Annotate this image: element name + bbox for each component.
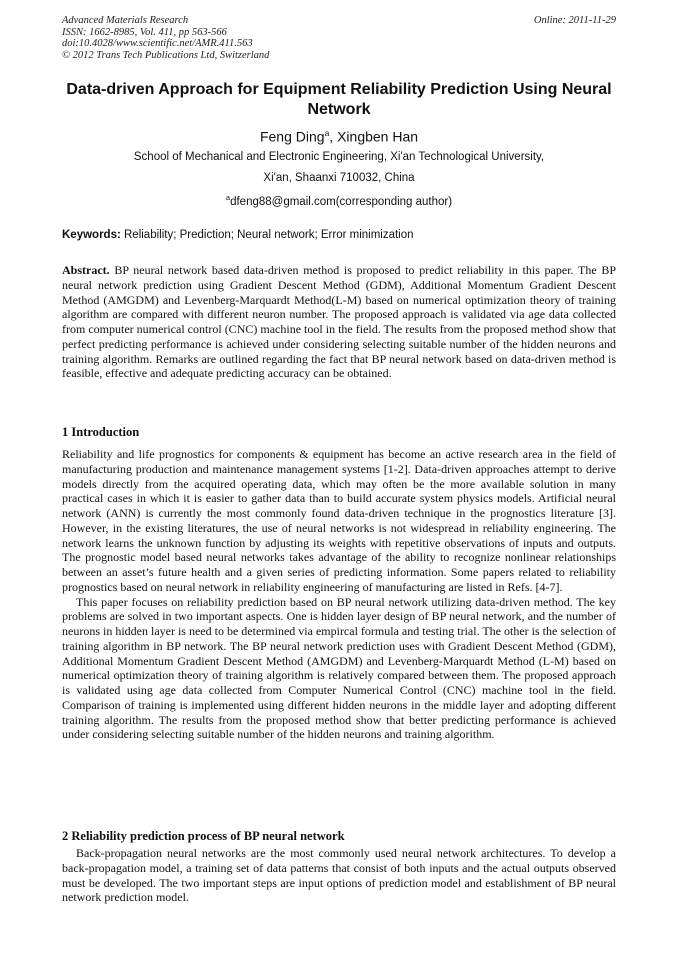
keywords-text: Reliability; Prediction; Neural network; Error minimization xyxy=(124,229,414,241)
keywords-label: Keywords: xyxy=(62,229,121,241)
section-1-heading: 1 Introduction xyxy=(62,425,140,439)
section-1-body xyxy=(62,447,616,742)
journal-header xyxy=(62,15,616,61)
email-line xyxy=(0,191,678,209)
online-date: Online: 2011-11-29 xyxy=(533,15,616,26)
abstract-label: Abstract. xyxy=(62,263,110,277)
email-address: dfeng88@gmail.com(corresponding author) xyxy=(230,195,453,208)
author-1-superscript: a xyxy=(324,128,330,138)
section-1-paragraph-1: Reliability and life prognostics for components & equipment has become an active research area in the field of manufacturing production and maintenance management systems [1-2]. Data-driven approaches attempt to derive models directly from the acquired operating data, which may often be the more available solution in many practical cases in which it is easier to gather data than to build accurate system physics models. Artificial neural network (ANN) is currently the most commonly found data-driven technique in the prognostics literature [3]. However, in the existing literatures, the use of neural networks is not widespread in reliability engineering. The network learns the unknown function by adjusting its weights with repetitive observations of inputs and outputs. The prognostic model based neural networks takes advantage of the ability to recognize nonlinear relationships between an asset’s future health and a given series of predicting information. Some papers related to reliability prognostics based on neural network in reliability engineering of manufacturing are listed in Refs. [4-7]. xyxy=(62,447,616,594)
abstract-text: BP neural network based data-driven method is proposed to predict reliability in this paper. The BP neural network prediction using Gradient Descent Method (GDM), Additional Momentum Gradient Descent Method (AMGDM) and Levenberg-Marquardt Method(L-M) based on numerical optimization theory of training algorithm are compared with different neuron number. The proposed approach is validated via age data collected from computer numerical control (CNC) machine tool in the field. The results from the proposed method show that perfect predicting performance is achieved under considering selecting suitable number of the hidden neurons and training algorithm. Remarks are outlined regarding the fact that BP neural network based on data-driven method is feasible, effective and adequate predicting accuracy can be obtained. xyxy=(62,263,617,381)
author-2: Xingben Han xyxy=(337,128,419,145)
doi-line: doi:10.4028/www.scientific.net/AMR.411.563 xyxy=(62,38,253,49)
section-2-paragraph-1: Back-propagation neural networks are the most commonly used neural network architectures. To develop a back-propagation model, a training set of data patterns that consist of both inputs and the actual outputs observed must be developed. The two important steps are input options of prediction model and establishment of BP neural network prediction model. xyxy=(62,846,616,905)
issn-line: ISSN: 1662-8985, Vol. 411, pp 563-566 xyxy=(62,26,227,38)
affiliation-line-2: Xi'an, Shaanxi 710032, China xyxy=(263,172,415,184)
abstract xyxy=(62,263,616,381)
copyright-line: © 2012 Trans Tech Publications Ltd, Switzerland xyxy=(62,49,270,61)
section-1-paragraph-2: This paper focuses on reliability prediction based on BP neural network utilizing data-driven method. The key problems are solved in two important aspects. One is hidden layer design of BP neural network, and the number of neurons in hidden layer is need to be determined via empircal formula and testing trial. The other is the selection of training algorithm in BP network. The BP neural network prediction uses with Gradient Descent Method (GDM), Additional Momentum Gradient Descent Method (AMGDM) and Levenberg-Marquardt Method (L-M) based on numerical optimization theory of training algorithm is relatively compared between them. The proposed approach is validated using age data collected from Computer Numerical Control (CNC) machine tool in the field. Comparison of training is implemented using different hidden neurons in the middle layer and adopting different training algorithm. The results from the proposed method show that better predicting performance is achieved under considering selecting suitable number of the hidden neurons and training algorithm. xyxy=(62,594,616,742)
author-separator: , xyxy=(329,128,338,145)
section-2-heading: 2 Reliability prediction process of BP neural network xyxy=(62,829,345,843)
author-line xyxy=(0,124,678,146)
author-1: Feng Ding xyxy=(259,128,325,145)
paper-title: Data-driven Approach for Equipment Reliability Prediction Using Neural Network xyxy=(66,81,612,118)
email-superscript: a xyxy=(225,193,231,202)
keywords xyxy=(62,228,616,242)
journal-name: Advanced Materials Research xyxy=(62,15,189,26)
section-2-body xyxy=(62,846,616,905)
affiliation-line-1: School of Mechanical and Electronic Engineering, Xi'an Technological University, xyxy=(133,151,545,163)
